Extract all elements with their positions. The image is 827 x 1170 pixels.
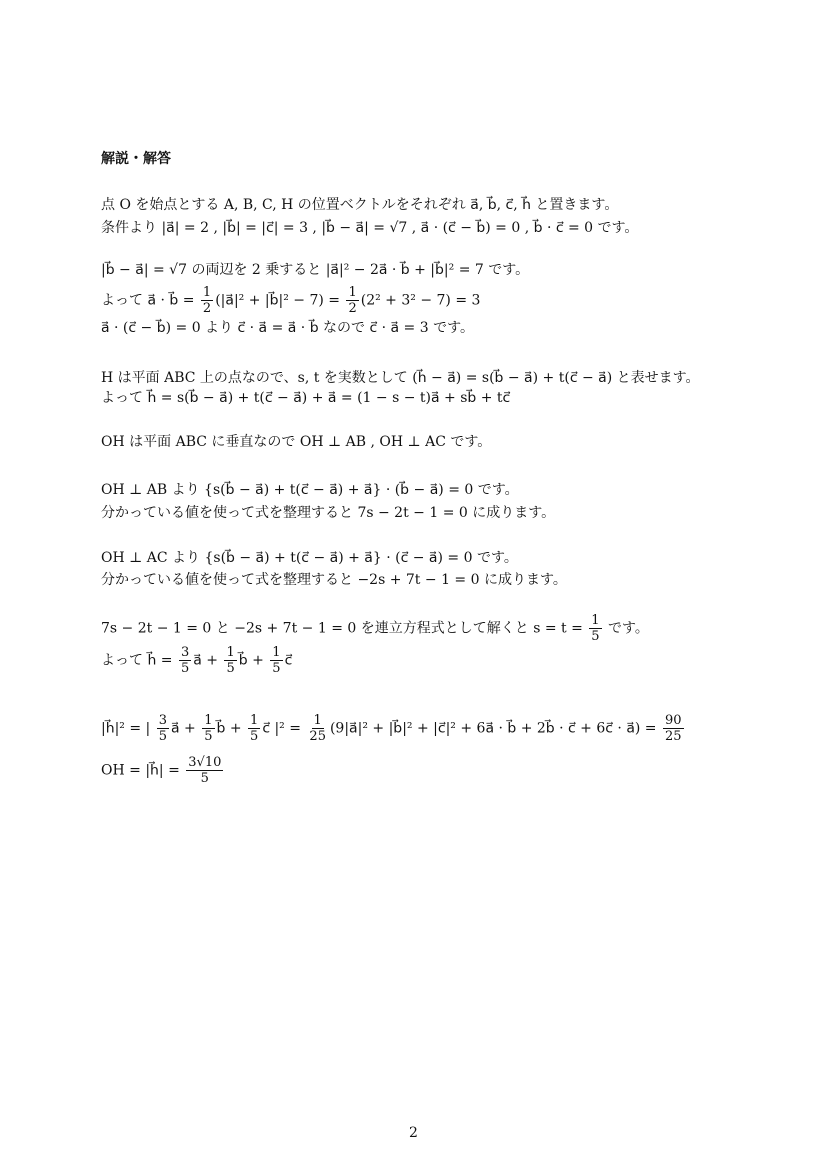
fraction [346, 285, 358, 316]
text-segment: (2² + 3² − 7) = 3 [360, 292, 481, 309]
math-line [101, 318, 474, 338]
numerator: 90 [665, 713, 682, 728]
numerator: 3 [180, 645, 190, 660]
denominator: 5 [200, 771, 209, 786]
fraction [270, 645, 282, 676]
text-segment: 点 O を始点とする A, B, C, H の位置ベクトルをそれぞれ a⃗, b⃗, c⃗, h⃗ と置きます。 [101, 197, 619, 213]
math-line [101, 755, 225, 786]
math-line [101, 645, 292, 676]
numerator: 1 [313, 713, 322, 728]
fraction [202, 713, 214, 744]
text-segment: c⃗ |² = [262, 720, 306, 737]
fraction [157, 713, 169, 744]
numerator: 1 [348, 285, 357, 300]
text-segment: |h⃗|² = | [101, 720, 155, 737]
text-segment: OH ⊥ AB より {s(b⃗ − a⃗) + t(c⃗ − a⃗) + a⃗} · (b⃗ − a⃗) = 0 です。 [101, 482, 519, 498]
page-number: 2 [409, 1125, 418, 1141]
text-segment: OH は平面 ABC に垂直なので OH ⊥ AB , OH ⊥ AC です。 [101, 434, 492, 450]
numerator: 3 [158, 713, 167, 728]
numerator: 1 [226, 645, 235, 660]
text-segment: (|a⃗|² + |b⃗|² − 7) = [215, 292, 345, 309]
text-segment: よって h⃗ = s(b⃗ − a⃗) + t(c⃗ − a⃗) + a⃗ = (1 − s − t)a⃗ + sb⃗ + tc⃗ [101, 390, 511, 406]
text-segment: OH = |h⃗| = [101, 762, 185, 779]
math-line [101, 368, 700, 388]
text-segment: a⃗ · (c⃗ − b⃗) = 0 より c⃗ · a⃗ = a⃗ · b⃗ なので c⃗ · a⃗ = 3 です。 [101, 320, 474, 336]
math-line [101, 613, 649, 644]
denominator: 5 [204, 729, 213, 744]
math-line [101, 285, 480, 316]
math-line [101, 260, 529, 280]
numerator: 1 [272, 645, 281, 660]
fraction [179, 645, 191, 676]
math-line [101, 548, 518, 568]
text-segment: (9|a⃗|² + |b⃗|² + |c⃗|² + 6a⃗ · b⃗ + 2b⃗ · c⃗ + 6c⃗ · a⃗) = [329, 720, 661, 737]
text-segment: H は平面 ABC 上の点なので、s, t を実数として (h⃗ − a⃗) = s(b⃗ − a⃗) + t(c⃗ − a⃗) と表せます。 [101, 370, 700, 386]
math-line [101, 570, 567, 590]
numerator: 3√10 [188, 755, 222, 770]
fraction [224, 645, 236, 676]
math-line [101, 218, 638, 238]
math-line [101, 503, 555, 523]
text-segment: c⃗ [284, 652, 293, 669]
text-segment: a⃗ + [193, 652, 223, 669]
denominator: 25 [309, 729, 326, 744]
fraction [307, 713, 328, 744]
denominator: 5 [158, 729, 167, 744]
fraction [201, 285, 213, 316]
fraction [663, 713, 684, 744]
denominator: 2 [348, 301, 357, 316]
math-line [101, 713, 686, 744]
text-segment: 分かっている値を使って式を整理すると 7s − 2t − 1 = 0 に成ります。 [101, 505, 556, 521]
denominator: 5 [591, 629, 600, 644]
text-segment: 7s − 2t − 1 = 0 と −2s + 7t − 1 = 0 を連立方程式として解くと s = t = [101, 620, 588, 637]
numerator: 1 [591, 613, 600, 628]
text-segment: 分かっている値を使って式を整理すると −2s + 7t − 1 = 0 に成ります。 [101, 572, 567, 588]
fraction [589, 613, 601, 644]
denominator: 5 [250, 729, 259, 744]
fraction [248, 713, 260, 744]
section-title: 解説・解答 [101, 151, 171, 167]
text-segment: よって h⃗ = [101, 652, 177, 669]
text-segment: です。 [603, 620, 649, 637]
denominator: 5 [272, 661, 281, 676]
text-segment: b⃗ + [238, 652, 269, 669]
text-segment: 条件より |a⃗| = 2 , |b⃗| = |c⃗| = 3 , |b⃗ − a⃗| = √7 , a⃗ · (c⃗ − b⃗) = 0 , b⃗ · c⃗ = 0 です。 [101, 220, 639, 236]
denominator: 2 [202, 301, 212, 316]
numerator: 1 [202, 285, 212, 300]
numerator: 1 [204, 713, 213, 728]
text-segment: a⃗ + [171, 720, 201, 737]
denominator: 5 [226, 661, 235, 676]
math-line [101, 432, 491, 452]
math-line [101, 195, 618, 215]
fraction [186, 755, 223, 786]
text-segment: OH ⊥ AC より {s(b⃗ − a⃗) + t(c⃗ − a⃗) + a⃗} · (c⃗ − a⃗) = 0 です。 [101, 550, 518, 566]
math-line [101, 388, 510, 408]
math-line [101, 480, 519, 500]
text-segment: b⃗ + [216, 720, 247, 737]
numerator: 1 [250, 713, 259, 728]
text-segment: よって a⃗ · b⃗ = [101, 292, 199, 309]
denominator: 5 [180, 661, 190, 676]
text-segment: |b⃗ − a⃗| = √7 の両辺を 2 乗すると |a⃗|² − 2a⃗ · b⃗ + |b⃗|² = 7 です。 [101, 262, 530, 278]
denominator: 25 [665, 729, 682, 744]
